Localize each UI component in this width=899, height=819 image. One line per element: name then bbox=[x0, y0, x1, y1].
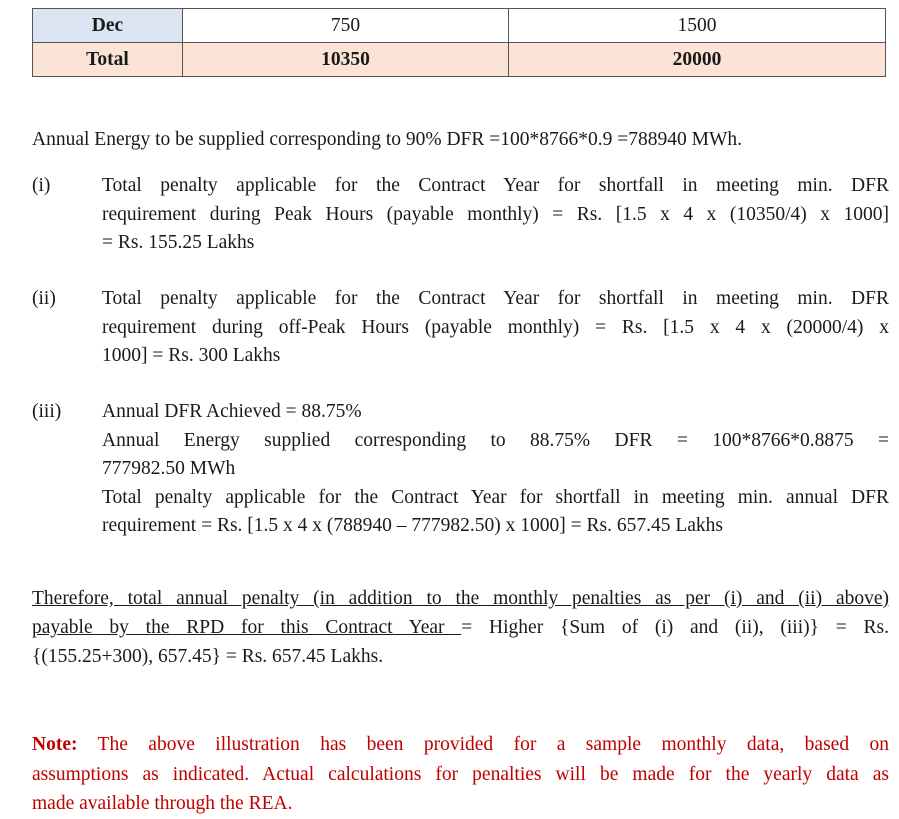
item-line: requirement = Rs. [1.5 x 4 x (788940 – 777982.50) x 1000] = Rs. 657.45 Lakhs bbox=[102, 515, 724, 536]
peak-value: 750 bbox=[183, 9, 509, 43]
therefore-line bbox=[32, 613, 889, 642]
note-text: The above illustration has been provided for a sample monthly data, based on bbox=[77, 734, 889, 755]
offpeak-value: 1500 bbox=[509, 9, 886, 43]
item-line: 1000] = Rs. 300 Lakhs bbox=[102, 345, 281, 366]
peak-total: 10350 bbox=[183, 43, 509, 77]
therefore-text: = Higher {Sum of (i) and (ii), (iii)} = Rs. bbox=[461, 617, 889, 638]
item-line: Total penalty applicable for the Contract Year for shortfall in meeting min. DFR bbox=[102, 175, 889, 196]
item-number: (i) bbox=[32, 175, 51, 196]
item-line: Annual Energy supplied corresponding to 88.75% DFR = 100*8766*0.8875 = bbox=[102, 429, 889, 451]
total-penalty-paragraph bbox=[32, 584, 889, 671]
therefore-line: {(155.25+300), 657.45} = Rs. 657.45 Lakhs. bbox=[32, 646, 384, 667]
offpeak-total: 20000 bbox=[509, 43, 886, 77]
item-line: requirement during Peak Hours (payable monthly) = Rs. [1.5 x 4 x (10350/4) x 1000] bbox=[102, 203, 889, 225]
item-line: Total penalty applicable for the Contract Year for shortfall in meeting min. DFR bbox=[102, 288, 889, 309]
penalty-item-iii bbox=[102, 398, 889, 541]
item-line: = Rs. 155.25 Lakhs bbox=[102, 232, 255, 253]
item-number: (iii) bbox=[32, 401, 62, 422]
table-row-total bbox=[33, 43, 886, 77]
item-line: 777982.50 MWh bbox=[102, 458, 236, 479]
annual-energy-paragraph: Annual Energy to be supplied corresponding to 90% DFR =100*8766*0.9 =788940 MWh. bbox=[32, 129, 743, 150]
item-line: Total penalty applicable for the Contract Year for shortfall in meeting min. annual DFR bbox=[102, 486, 889, 508]
row-label: Total bbox=[33, 43, 183, 77]
note-paragraph bbox=[32, 730, 889, 819]
therefore-underlined-text: payable by the RPD for this Contract Year bbox=[32, 617, 462, 638]
note-line bbox=[32, 730, 889, 760]
note-line: made available through the REA. bbox=[32, 793, 293, 814]
item-number: (ii) bbox=[32, 288, 56, 309]
penalty-data-table bbox=[32, 8, 886, 77]
note-label: Note: bbox=[32, 734, 78, 755]
penalty-item-ii bbox=[102, 285, 889, 371]
item-line: Annual DFR Achieved = 88.75% bbox=[102, 401, 362, 422]
therefore-line: Therefore, total annual penalty (in addition to the monthly penalties as per (i) and (ii) above) bbox=[32, 588, 889, 609]
row-label: Dec bbox=[33, 9, 183, 43]
table-row bbox=[33, 9, 886, 43]
note-line: assumptions as indicated. Actual calculations for penalties will be made for the yearly data as bbox=[32, 763, 889, 785]
penalty-item-i bbox=[102, 172, 889, 258]
item-line: requirement during off-Peak Hours (payable monthly) = Rs. [1.5 x 4 x (20000/4) x bbox=[102, 316, 889, 338]
